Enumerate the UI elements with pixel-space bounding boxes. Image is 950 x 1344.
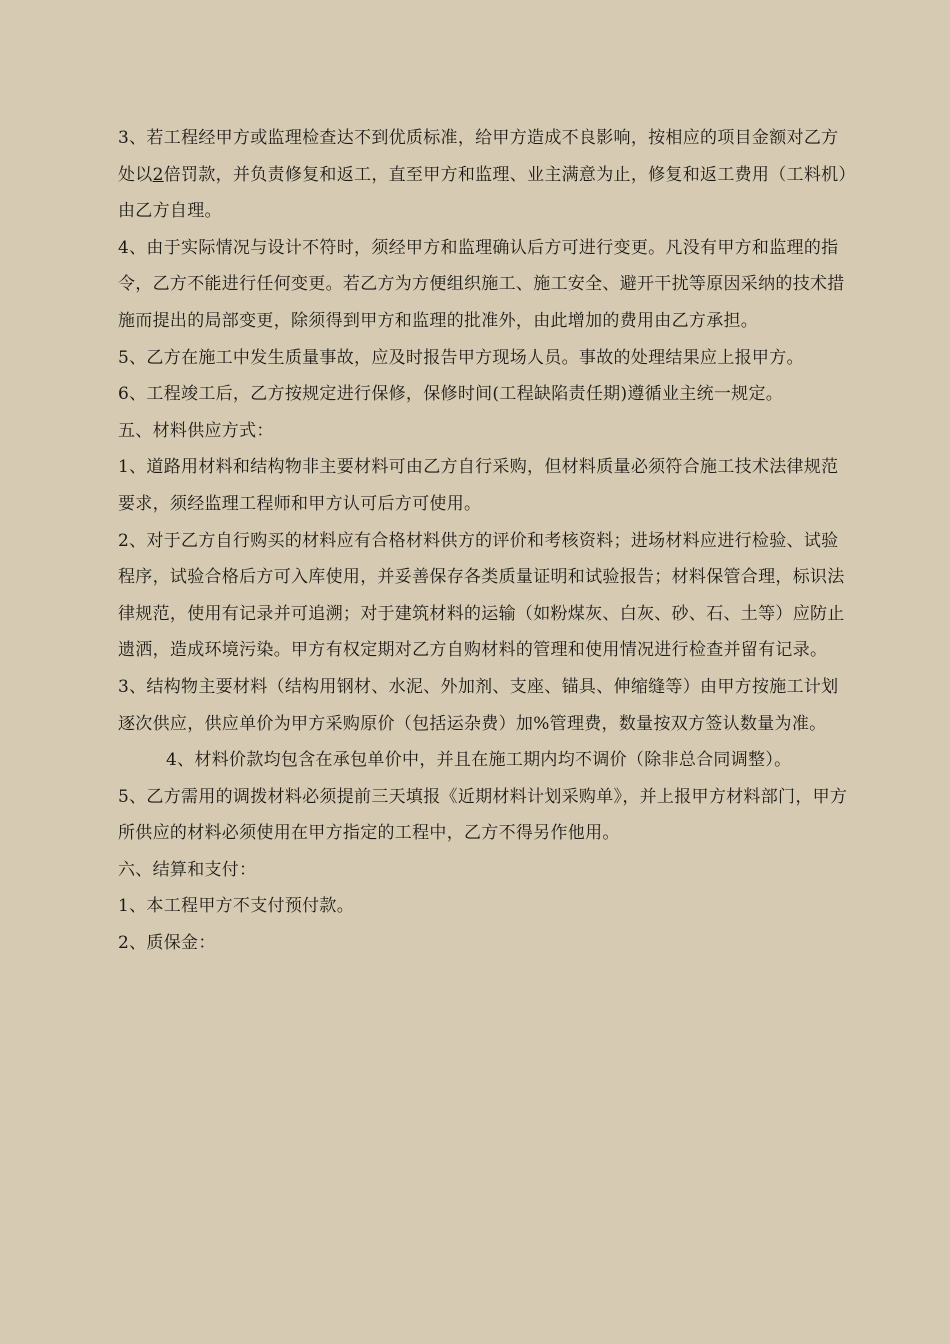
paragraph-retention-money: 2、质保金： — [118, 933, 216, 954]
section-heading-settlement: 六、结算和支付： — [118, 859, 257, 880]
paragraph-warranty: 6、工程竣工后，乙方按规定进行保修，保修时间(工程缺陷责任期)遵循业主统一规定。 — [118, 384, 784, 405]
paragraph-material-price: 4、材料价款均包含在承包单价中，并且在施工期内均不调价（除非总合同调整）。 — [166, 750, 792, 771]
paragraph-text: 3、若工程经甲方或监理检查达不到优质标准，给甲方造成不良影响，按相应的项目金额对乙方处以 — [118, 128, 839, 185]
paragraph-quality-penalty — [118, 120, 848, 230]
paragraph-road-materials: 1、道路用材料和结构物非主要材料可由乙方自行采购，但材料质量必须符合施工技术法律规范要求，须经监理工程师和甲方认可后方可使用。 — [118, 457, 839, 514]
penalty-multiplier: 2 — [152, 164, 164, 185]
paragraph-allocated-materials: 5、乙方需用的调拨材料必须提前三天填报《近期材料计划采购单》，并上报甲方材料部门，甲方所供应的材料必须使用在甲方指定的工程中，乙方不得另作他用。 — [118, 786, 848, 844]
paragraph-text: 倍罚款，并负责修复和返工，直至甲方和监理、业主满意为止，修复和返工费用（工料机）由乙方自理。 — [118, 164, 848, 222]
section-heading-materials: 五、材料供应方式： — [118, 420, 274, 441]
document-body — [118, 120, 848, 962]
paragraph-design-change: 4、由于实际情况与设计不符时，须经甲方和监理确认后方可进行变更。凡没有甲方和监理的指令，乙方不能进行任何变更。若乙方为方便组织施工、施工安全、避开干扰等原因采纳的技术措施而提出的局部变更，除须得到甲方和监理的批准外，由此增加的费用由乙方承担。 — [118, 237, 845, 331]
paragraph-main-materials: 3、结构物主要材料（结构用钢材、水泥、外加剂、支座、锚具、伸缩缝等）由甲方按施工计划逐次供应，供应单价为甲方采购原价（包括运杂费）加%管理费，数量按双方签认数量为准。 — [118, 676, 839, 734]
paragraph-advance-payment: 1、本工程甲方不支付预付款。 — [118, 896, 355, 917]
paragraph-quality-accident: 5、乙方在施工中发生质量事故，应及时报告甲方现场人员。事故的处理结果应上报甲方。 — [118, 347, 804, 368]
paragraph-self-purchased-materials: 2、对于乙方自行购买的材料应有合格材料供方的评价和考核资料；进场材料应进行检验、试验程序，试验合格后方可入库使用，并妥善保存各类质量证明和试验报告；材料保管合理，标识法律规范，使用有记录并可追溯；对于建筑材料的运输（如粉煤灰、白灰、砂、石、土等）应防止遗洒，造成环境污染。甲方有权定期对乙方自购材料的管理和使用情况进行检查并留有记录。 — [118, 530, 845, 661]
